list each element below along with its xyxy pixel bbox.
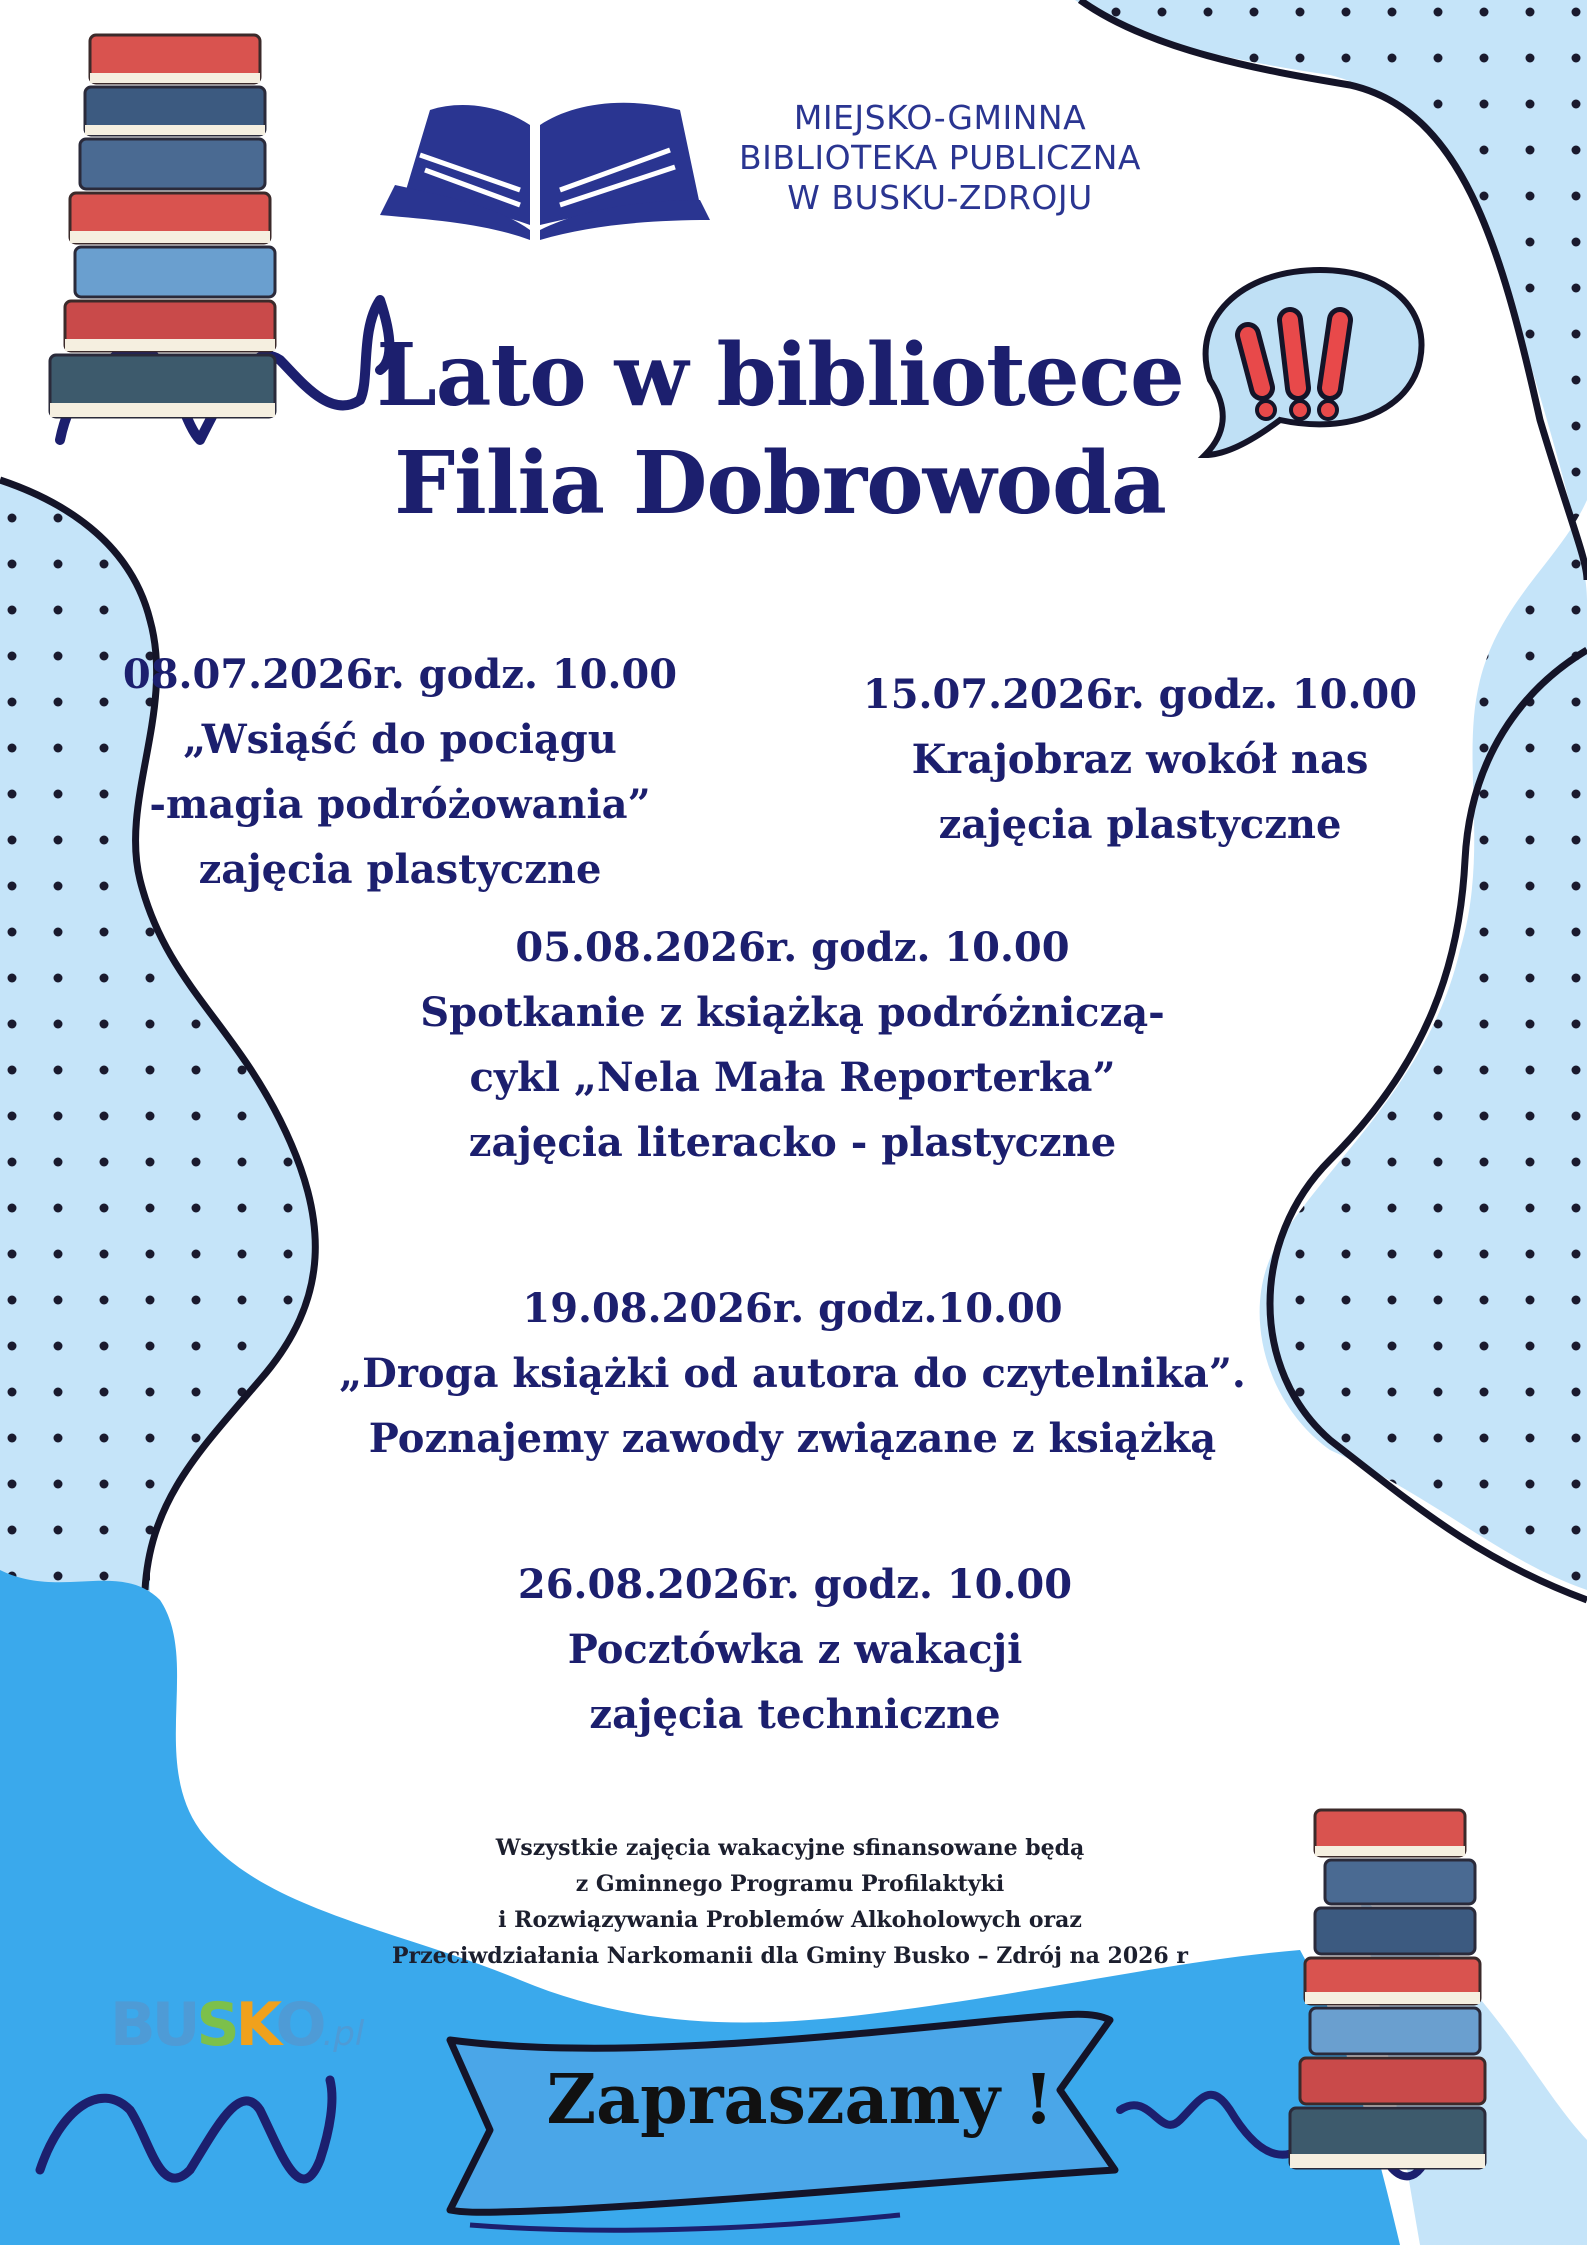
library-name-line: W BUSKU-ZDROJU	[787, 178, 1093, 217]
funding-note	[340, 1830, 1240, 1974]
logo-part: BU	[110, 1990, 197, 2060]
event-date: 26.08.2026r. godz. 10.00	[517, 1561, 1073, 1608]
open-book-logo-icon	[380, 103, 710, 240]
book-stack-icon-bottom	[1290, 1810, 1485, 2168]
library-name	[700, 98, 1180, 218]
speech-bubble-icon	[1205, 270, 1422, 455]
logo-part: S	[196, 1990, 236, 2060]
logo-part: O	[275, 1990, 323, 2060]
busko-logo	[110, 1990, 364, 2060]
event-type: Poznajemy zawody związane z książką	[368, 1415, 1217, 1462]
funding-line: Wszystkie zajęcia wakacyjne sfinansowane będą	[495, 1835, 1085, 1861]
event-5	[380, 1552, 1210, 1747]
funding-line: i Rozwiązywania Problemów Alkoholowych oraz	[498, 1907, 1082, 1933]
event-title: -magia podróżowania”	[149, 781, 651, 828]
page-title	[330, 322, 1230, 538]
funding-line: Przeciwdziałania Narkomanii dla Gminy Busko – Zdrój na 2026 r	[391, 1943, 1188, 1969]
event-4	[300, 1276, 1285, 1471]
title-line: Filia Dobrowoda	[394, 433, 1166, 534]
title-line: Lato w bibliotece	[376, 325, 1184, 426]
event-title: „Wsiąść do pociągu	[183, 716, 617, 763]
event-title: cykl „Nela Mała Reporterka”	[469, 1054, 1116, 1101]
event-date: 19.08.2026r. godz.10.00	[522, 1285, 1063, 1332]
logo-part: K	[235, 1990, 276, 2060]
event-type: zajęcia techniczne	[589, 1691, 1001, 1738]
event-title: „Droga książki od autora do czytelnika”.	[339, 1350, 1246, 1397]
event-2	[850, 662, 1430, 857]
event-3	[300, 915, 1285, 1175]
event-type: zajęcia plastyczne	[198, 846, 602, 893]
event-type: zajęcia literacko - plastyczne	[468, 1119, 1117, 1166]
event-title: Pocztówka z wakacji	[567, 1626, 1023, 1673]
event-title: Krajobraz wokół nas	[911, 736, 1369, 783]
event-date: 15.07.2026r. godz. 10.00	[862, 671, 1418, 718]
event-date: 05.08.2026r. godz. 10.00	[515, 924, 1070, 971]
book-stack-icon	[50, 35, 275, 417]
event-type: zajęcia plastyczne	[938, 801, 1342, 848]
library-name-line: MIEJSKO-GMINNA	[793, 98, 1087, 137]
funding-line: z Gminnego Programu Profilaktyki	[575, 1871, 1005, 1897]
logo-part: .pl	[322, 2014, 365, 2054]
event-1	[80, 642, 720, 902]
event-title: Spotkanie z książką podróżniczą-	[420, 989, 1165, 1036]
invite-text: Zapraszamy !	[546, 2060, 1054, 2140]
library-name-line: BIBLIOTEKA PUBLICZNA	[739, 138, 1141, 177]
event-date: 08.07.2026r. godz. 10.00	[122, 651, 678, 698]
